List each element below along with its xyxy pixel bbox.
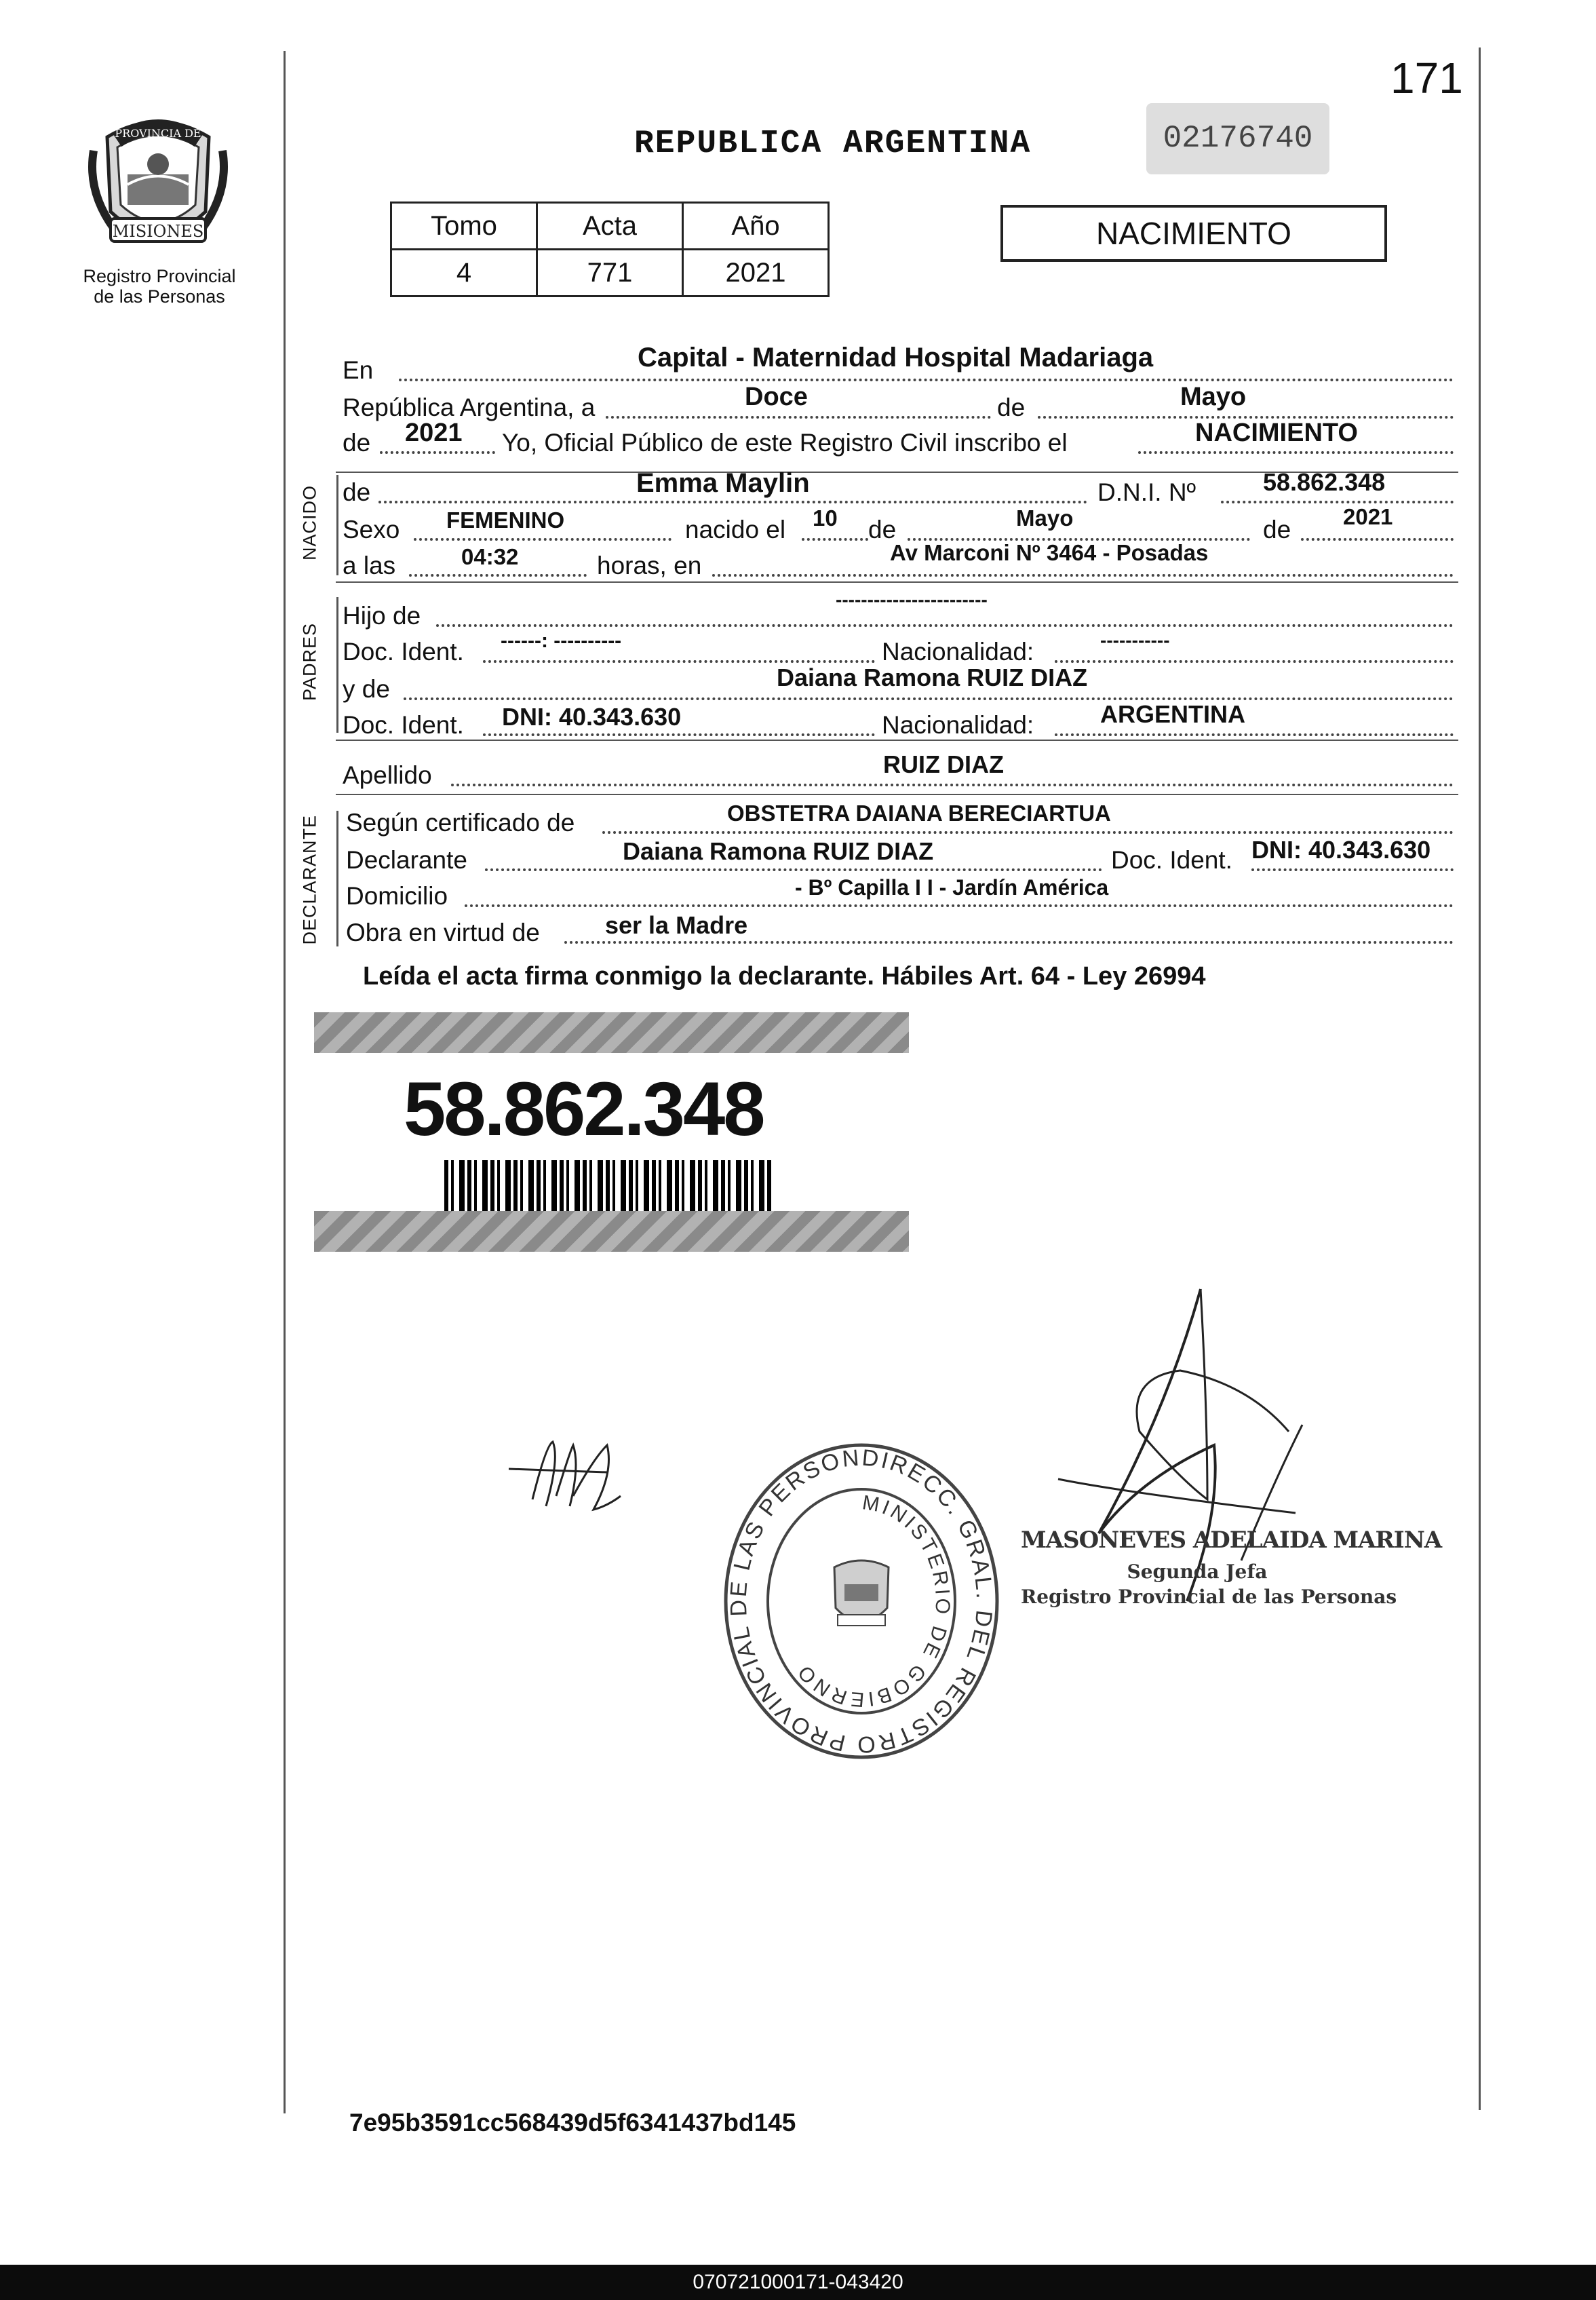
declarante-value: Daiana Ramona RUIZ DIAZ: [623, 837, 934, 865]
nacido-bottom-rule: [336, 581, 1458, 583]
madre-value: Daiana Ramona RUIZ DIAZ: [777, 664, 1088, 691]
nac2-dots: [1055, 733, 1454, 736]
declarante-doc-dots: [1251, 868, 1454, 871]
serial-stamp: [1146, 103, 1329, 174]
doc2-value: DNI: 40.343.630: [502, 703, 682, 731]
tomo-header: Tomo: [391, 203, 537, 250]
sticker-stripe-bottom: [314, 1211, 909, 1252]
sexo-label: Sexo: [343, 516, 400, 543]
certificado-value: OBSTETRA DAIANA BERECIARTUA: [727, 801, 1111, 826]
nacido-bracket: [336, 475, 338, 575]
hora-dots: [409, 574, 587, 577]
declarante-doc-value: DNI: 40.343.630: [1251, 836, 1431, 864]
obra-label: Obra en virtud de: [346, 919, 540, 946]
right-margin-line: [1479, 47, 1481, 2110]
declarante-side-label: DECLARANTE: [299, 814, 320, 945]
oficial-label: Yo, Oficial Público de este Registro Civil inscribo el: [502, 429, 1068, 457]
doc2-label: Doc. Ident.: [343, 711, 464, 739]
padre-dots: [436, 624, 1454, 627]
dia-value: Doce: [745, 383, 808, 411]
republica-dots-1: [606, 416, 991, 419]
doc1-label: Doc. Ident.: [343, 638, 464, 666]
obra-dots: [564, 941, 1454, 944]
document-hash: 7e95b3591cc568439d5f6341437bd145: [349, 2109, 796, 2136]
anio-value: 2021: [405, 419, 463, 447]
declarante-label: Declarante: [346, 846, 467, 874]
province-emblem: [87, 110, 229, 259]
nacido-de-label: de: [343, 478, 371, 506]
registry-name: [61, 266, 258, 307]
svg-text:PROVINCIA DE: PROVINCIA DE: [115, 127, 201, 140]
page-number: 171: [1390, 54, 1463, 102]
nombre-dots: [378, 501, 1087, 503]
nac1-value: -----------: [1100, 630, 1170, 651]
de1-label: de: [997, 394, 1026, 421]
lugar-value: Av Marconi Nº 3464 - Posadas: [890, 540, 1209, 565]
doc2-dots: [483, 733, 875, 736]
sticker-id-number: 58.862.348: [404, 1067, 764, 1151]
nombre-value: Emma Maylin: [636, 468, 810, 498]
nacido-dia-dots: [802, 538, 868, 541]
registry-line-2: de las Personas: [94, 286, 225, 307]
doc1-value: ------: ----------: [501, 630, 622, 652]
dni-label: D.N.I. Nº: [1097, 478, 1196, 506]
serial-number: 02176740: [1163, 121, 1313, 156]
declarante-bracket: [336, 811, 338, 946]
nac1-dots: [1055, 660, 1454, 663]
acta-header: Acta: [537, 203, 683, 250]
nacido-anio-dots: [1301, 538, 1454, 541]
footer-code: 070721000171-043420: [693, 2271, 903, 2293]
horas-label: horas, en: [597, 552, 702, 579]
official-seal: [719, 1438, 1004, 1764]
act-type: NACIMIENTO: [1096, 216, 1291, 251]
en-label: En: [343, 356, 374, 384]
certificado-label: Según certificado de: [346, 809, 575, 837]
acta-value: 771: [537, 250, 683, 296]
alas-label: a las: [343, 552, 396, 579]
madre-dots: [404, 697, 1454, 700]
yde-label: y de: [343, 675, 390, 703]
svg-text:DIRECC. GRAL. DEL REGISTRO PRO: DIRECC. GRAL. DEL REGISTRO PROVINCIAL DE LAS PERSON: [725, 1444, 998, 1758]
lugar-dots: [712, 574, 1454, 577]
inscripcion-dots: [1138, 451, 1454, 454]
inscripcion-value: NACIMIENTO: [1195, 419, 1358, 447]
anio-header: Año: [683, 203, 829, 250]
domicilio-dots: [465, 904, 1454, 907]
apellido-bottom-rule: [336, 794, 1458, 795]
declarante-dots: [485, 868, 1102, 871]
declarante-doc-label: Doc. Ident.: [1111, 846, 1232, 874]
country-title: REPUBLICA ARGENTINA: [634, 126, 1032, 162]
official-name: MASONEVES ADELAIDA MARINA: [1021, 1527, 1442, 1554]
nac1-label: Nacionalidad:: [882, 638, 1034, 666]
nac2-label: Nacionalidad:: [882, 711, 1034, 739]
padres-side-label: PADRES: [299, 622, 320, 702]
nac2-value: ARGENTINA: [1100, 700, 1245, 728]
padre-value: ------------------------: [836, 589, 988, 610]
de2-label: de: [343, 429, 371, 457]
anio-value: 2021: [683, 250, 829, 296]
hijo-label: Hijo de: [343, 602, 421, 630]
padres-bottom-rule: [336, 740, 1458, 741]
mes-value: Mayo: [1180, 383, 1247, 411]
footer-code-bar: [0, 2265, 1596, 2300]
nacido-anio-value: 2021: [1343, 504, 1393, 529]
sexo-dots: [414, 538, 672, 541]
registry-line-1: Registro Provincial: [83, 266, 236, 286]
apellido-label: Apellido: [343, 761, 432, 789]
domicilio-value: - Bº Capilla I I - Jardín América: [795, 875, 1109, 900]
doc1-dots: [483, 660, 875, 663]
sticker-stripe-top: [314, 1012, 909, 1053]
nacido-el-label: nacido el: [685, 516, 786, 543]
hora-value: 04:32: [461, 544, 519, 569]
tomo-value: 4: [391, 250, 537, 296]
nacido-mes-value: Mayo: [1016, 505, 1074, 531]
sexo-value: FEMENINO: [446, 507, 565, 533]
registrar-signature: [505, 1432, 627, 1520]
tomo-acta-table: [390, 202, 830, 297]
apellido-dots: [451, 784, 1454, 786]
dni-dots: [1221, 501, 1454, 503]
nacido-side-label: NACIDO: [299, 485, 320, 561]
act-type-box: [1000, 205, 1387, 262]
en-dots: [399, 379, 1454, 381]
dni-value: 58.862.348: [1263, 468, 1386, 496]
certificado-dots: [602, 831, 1454, 834]
en-value: Capital - Maternidad Hospital Madariaga: [638, 343, 1154, 372]
anio-dots: [380, 451, 495, 454]
official-stamp: [1021, 1527, 1442, 1608]
left-margin-line: [284, 51, 286, 2113]
nacido-dia-value: 10: [813, 505, 838, 531]
svg-text:MINISTERIO DE GOBIERNO: MINISTERIO DE GOBIERNO: [792, 1491, 954, 1711]
svg-text:MISIONES: MISIONES: [112, 222, 204, 241]
closing-text: Leída el acta firma conmigo la declarante. Hábiles Art. 64 - Ley 26994: [363, 962, 1206, 991]
obra-value: ser la Madre: [605, 911, 748, 939]
apellido-value: RUIZ DIAZ: [883, 750, 1004, 778]
republica-label: República Argentina, a: [343, 394, 596, 421]
official-office: Registro Provincial de las Personas: [1021, 1586, 1397, 1608]
official-role: Segunda Jefa: [1127, 1560, 1268, 1583]
padres-bracket: [336, 597, 338, 733]
domicilio-label: Domicilio: [346, 882, 448, 910]
nacido-de1-label: de: [868, 516, 897, 543]
nacido-de2-label: de: [1263, 516, 1291, 543]
